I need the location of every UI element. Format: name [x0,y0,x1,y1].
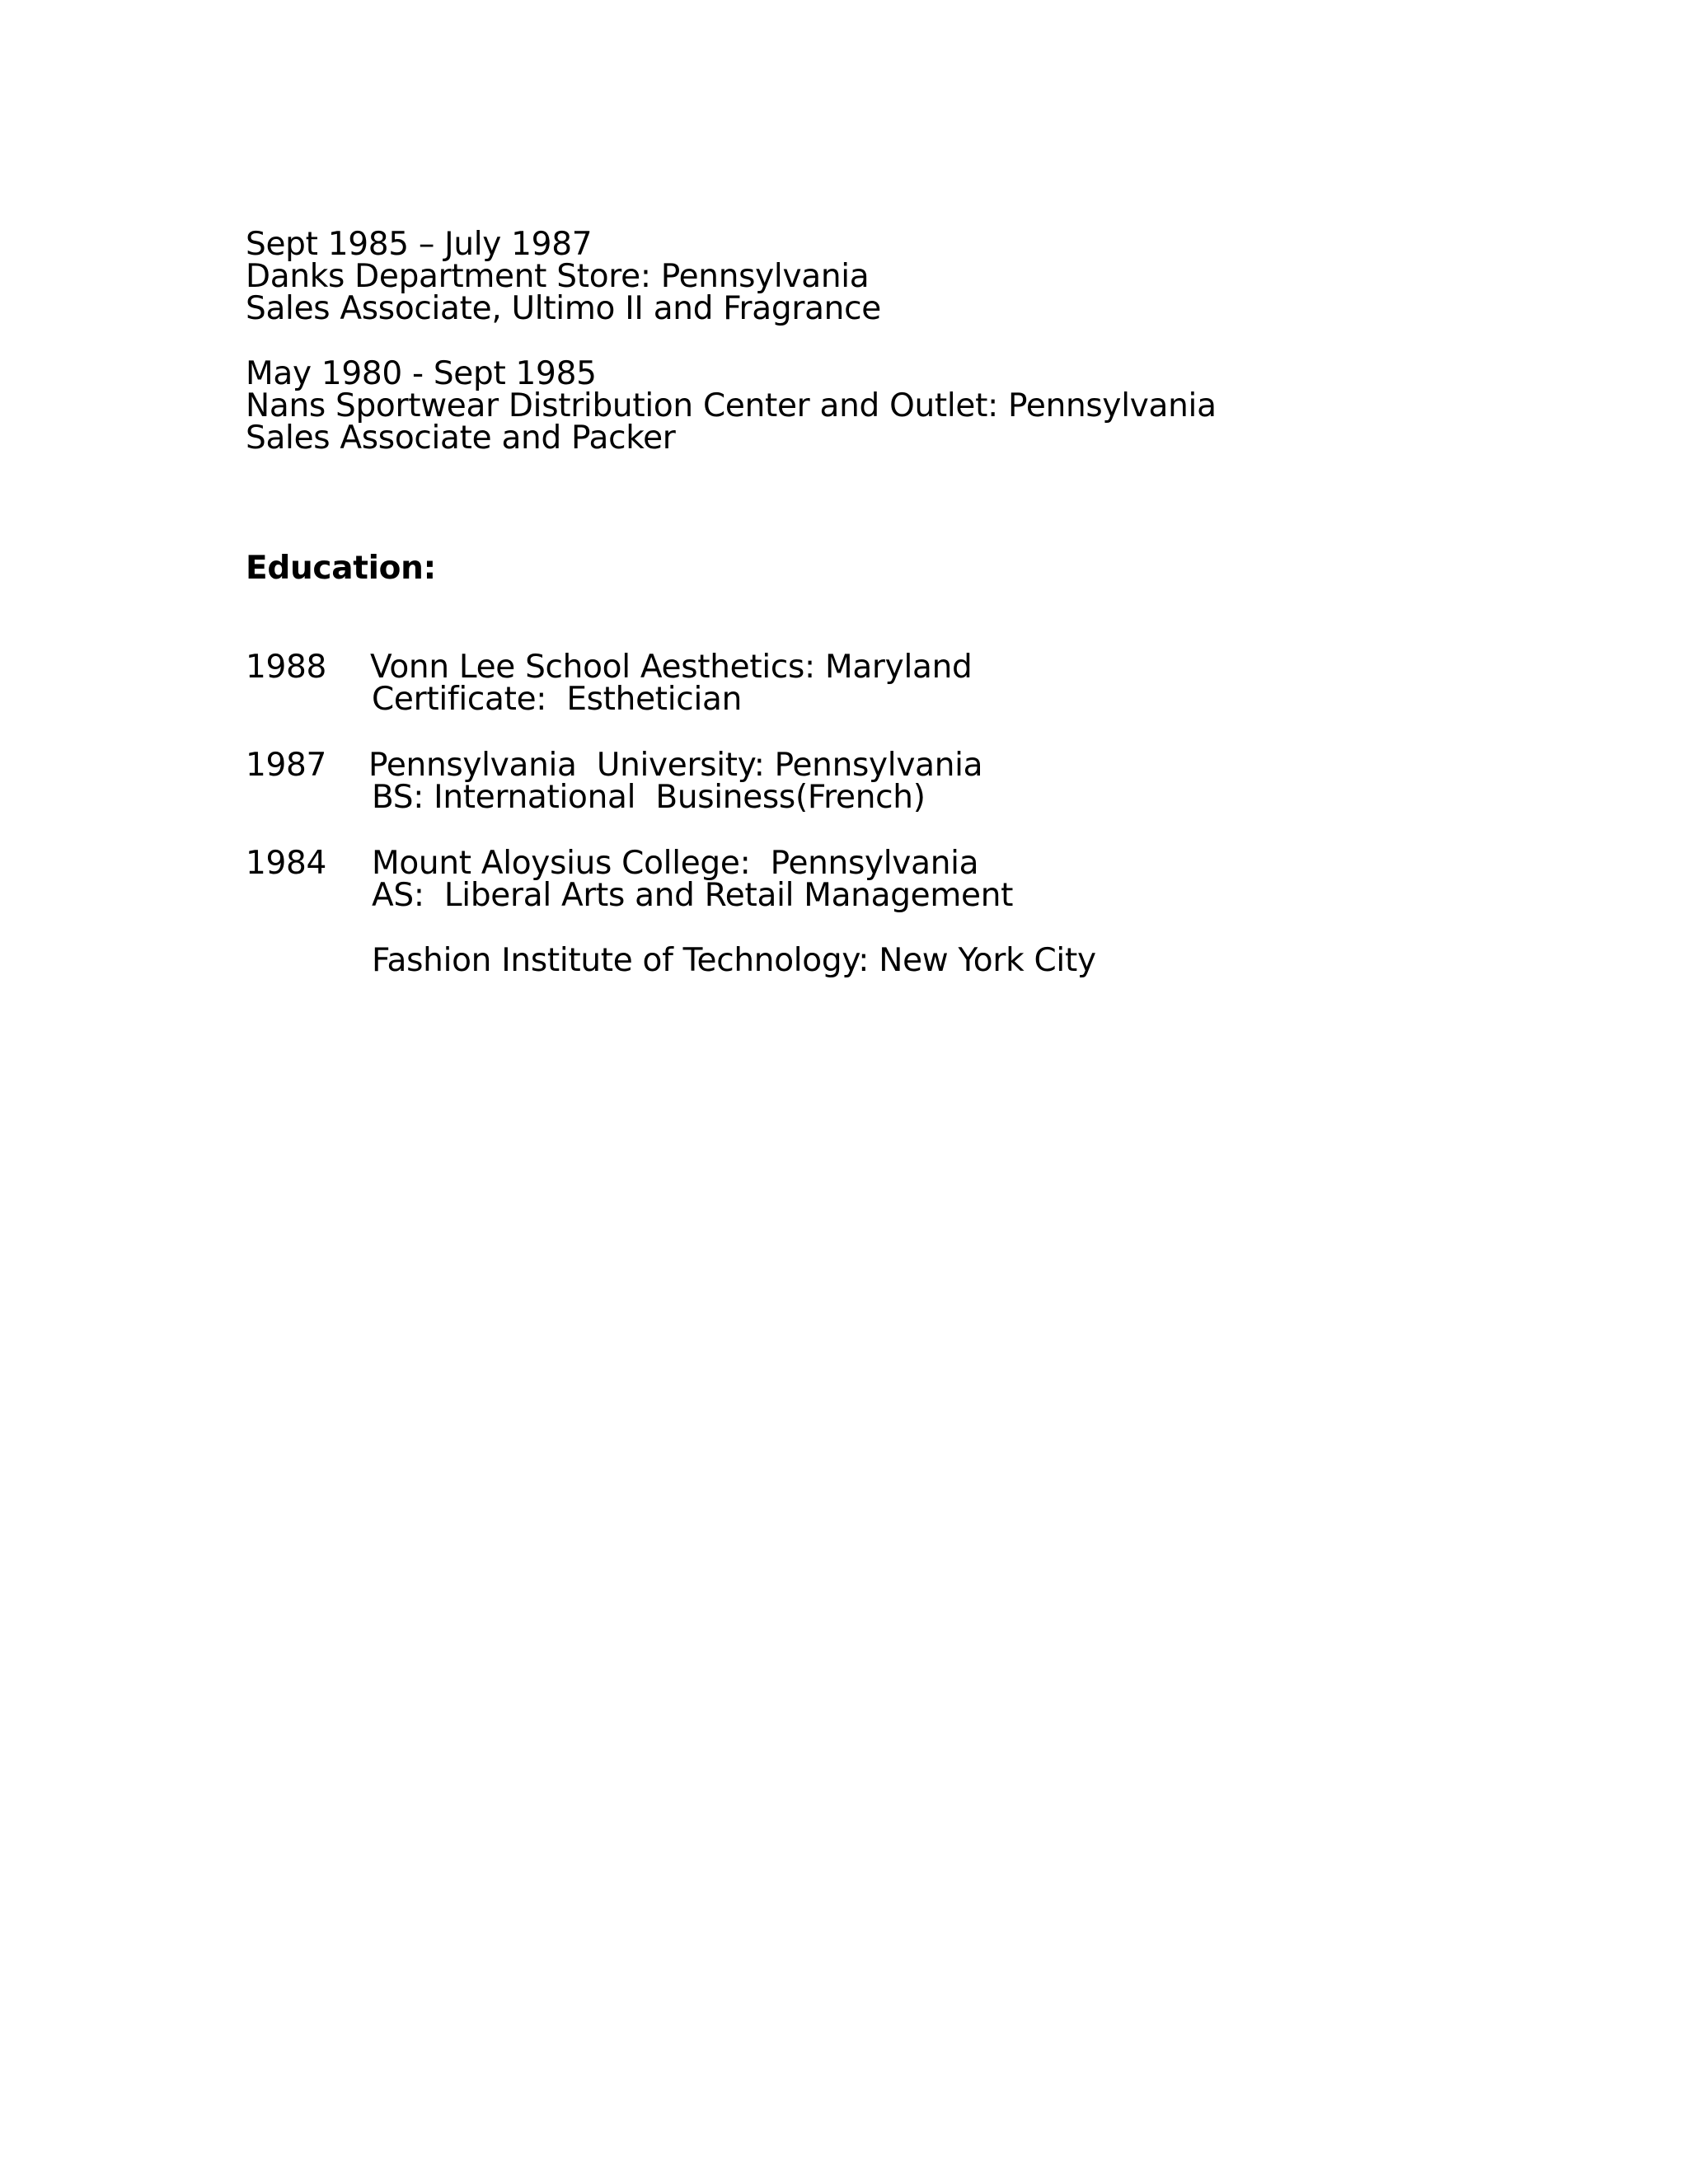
education-credential: Certificate: Esthetician [372,681,742,718]
education-year: 1984 [246,845,327,882]
education-credential: AS: Liberal Arts and Retail Management [372,877,1014,914]
education-school: Pennsylvania University: Pennsylvania [368,747,983,784]
education-heading: Education: [246,550,436,587]
education-year: 1988 [246,649,327,686]
education-credential: BS: International Business(French) [372,779,926,816]
employment-role: Sales Associate and Packer [246,419,676,457]
employment-dates: Sept 1985 – July 1987 [246,226,593,263]
employment-role: Sales Associate, Ultimo II and Fragrance [246,290,881,327]
education-school: Vonn Lee School Aesthetics: Maryland [370,649,973,686]
education-school: Mount Aloysius College: Pennsylvania [372,845,979,882]
education-additional: Fashion Institute of Technology: New York City [372,942,1096,979]
employment-employer: Danks Department Store: Pennsylvania [246,258,870,295]
employment-dates: May 1980 - Sept 1985 [246,355,597,392]
education-year: 1987 [246,747,327,784]
employment-employer: Nans Sportwear Distribution Center and Outlet: Pennsylvania [246,387,1217,424]
